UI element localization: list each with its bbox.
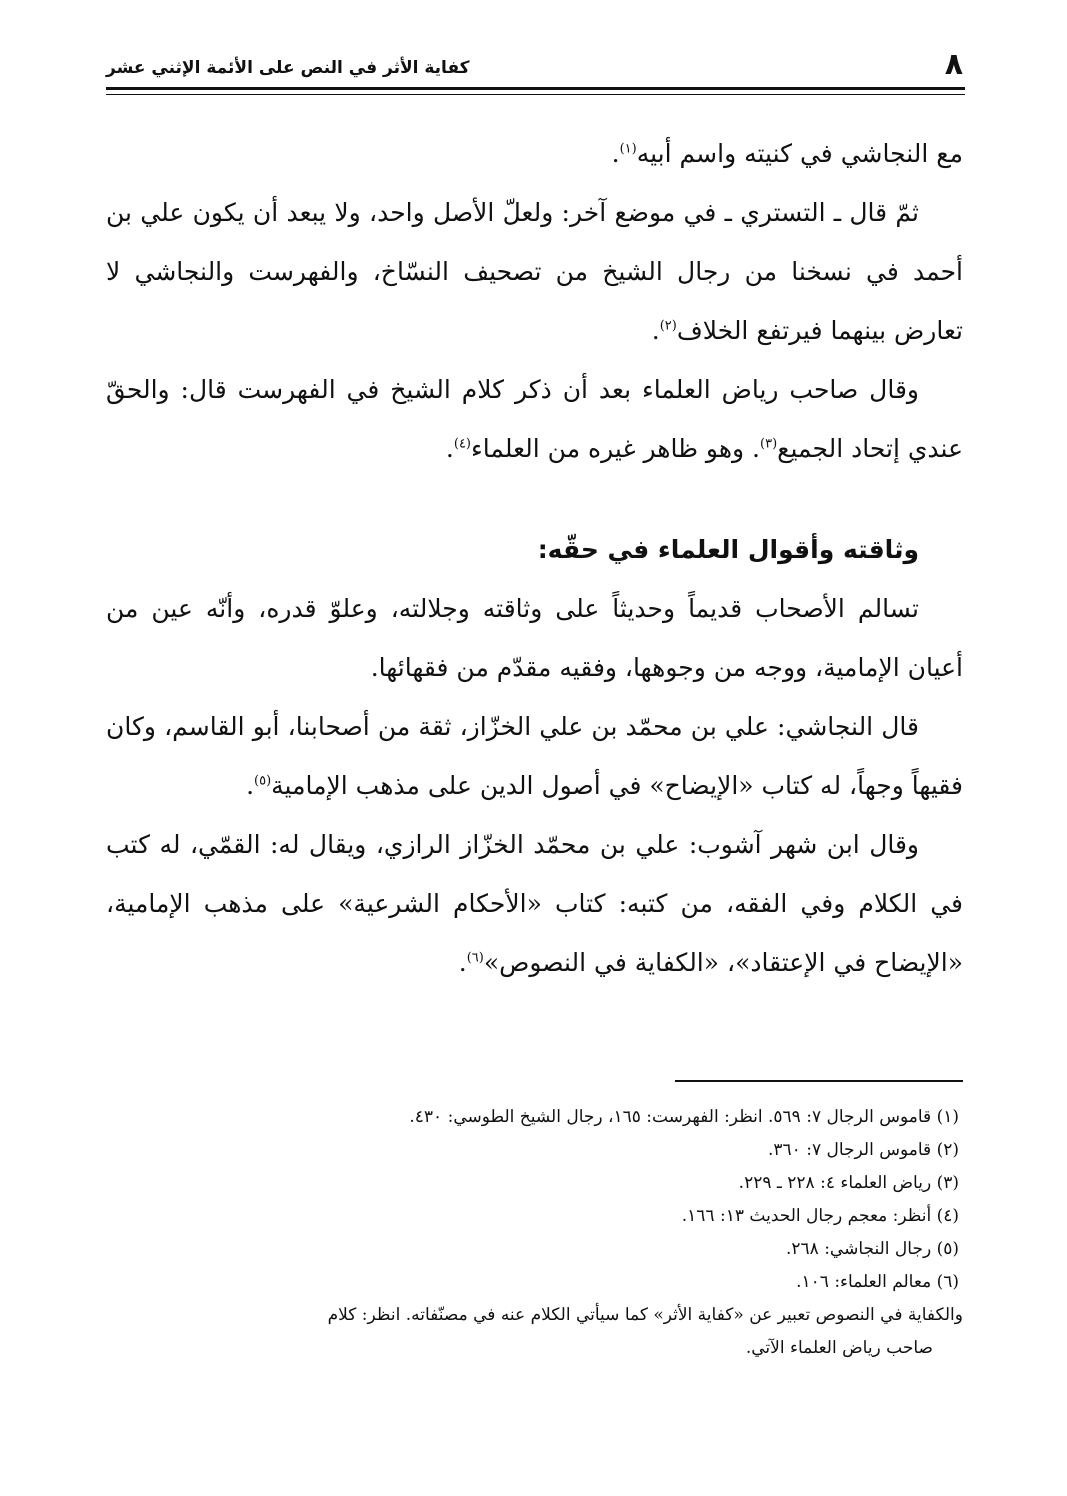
paragraph-4 <box>106 579 963 697</box>
page-number: ٨ <box>944 47 963 82</box>
footnotes <box>106 1101 963 1365</box>
header-rule-thin <box>106 94 965 95</box>
paragraph-3: وقال صاحب رياض العلماء بعد أن ذكر كلام الشيخ في الفهرست قال: والحقّ عندي إتحاد الجميع$^{(٣)}$. وهو ظاهر غيره من العلماء$^{(٤)}$. <box>106 375 963 463</box>
footnote-item: (١) قاموس الرجال ٧: ٥٦٩. انظر: الفهرست: ١٦٥، رجال الشيخ الطوسي: ٤٣٠. <box>409 1107 959 1127</box>
footnote-item: (٤) أنظر: معجم رجال الحديث ١٣: ١٦٦. <box>681 1206 959 1226</box>
footnote-item: (٣) رياض العلماء ٤: ٢٢٨ ـ ٢٢٩. <box>738 1173 959 1193</box>
footnote-item: (٢) قاموس الرجال ٧: ٣٦٠. <box>768 1140 959 1160</box>
paragraph-text: مع النجاشي في كنيته واسم أبيه <box>636 139 963 168</box>
footnote-item: (٦) معالم العلماء: ١٠٦. <box>796 1272 959 1292</box>
footnote-ref-6[interactable]: (٦) <box>466 950 484 966</box>
running-header <box>106 44 965 84</box>
paragraph-text: قال النجاشي: علي بن محمّد بن علي الخزّاز، ثقة من أصحابنا، أبو القاسم، وكان فقيهاً وجهاً، له كتاب «الإيضاح» في أصول الدين على مذهب الإمامية <box>106 712 963 800</box>
footnote-note-continued: صاحب رياض العلماء الآتي. <box>745 1338 933 1358</box>
header-rule-thick <box>106 87 965 90</box>
paragraph-5: قال النجاشي: علي بن محمّد بن علي الخزّاز، ثقة من أصحابنا، أبو القاسم، وكان فقيهاً وجهاً، له كتاب «الإيضاح» في أصول الدين على مذهب الإمامية$^{(٥)}$. <box>106 712 963 800</box>
paragraph-2: ثمّ قال ـ التستري ـ في موضع آخر: ولعلّ الأصل واحد، ولا يبعد أن يكون علي بن أحمد في نسخنا من رجال الشيخ من تصحيف النسّاخ، والفهرست والنجاشي لا تعارض بينهما فيرتفع الخلاف$^{(٢)}$. <box>106 198 963 345</box>
section-spacer <box>106 478 963 520</box>
paragraph-text: ثمّ قال ـ التستري ـ في موضع آخر: ولعلّ الأصل واحد، ولا يبعد أن يكون علي بن أحمد في نسخنا من رجال الشيخ من تصحيف النسّاخ، والفهرست والنجاشي لا تعارض بينهما فيرتفع الخلاف <box>106 198 963 345</box>
paragraph-text: . وهو ظاهر غيره من العلماء <box>471 434 761 463</box>
footnote-ref-2[interactable]: (٢) <box>659 318 677 334</box>
paragraph-1: مع النجاشي في كنيته واسم أبيه$^{(١)}$. <box>611 139 963 168</box>
footnote-separator <box>675 1080 963 1082</box>
section-heading: وثاقته وأقوال العلماء في حقّه: <box>537 535 919 564</box>
book-title: كفاية الأثر في النص على الأئمة الإثني عشر <box>106 58 470 78</box>
footnote-note: والكفاية في النصوص تعبير عن «كفاية الأثر» كما سيأتي الكلام عنه في مصنّفاته. انظر: كلام <box>327 1305 963 1325</box>
footnote-ref-1[interactable]: (١) <box>619 141 637 157</box>
paragraph-text: تسالم الأصحاب قديماً وحديثاً على وثاقته وجلالته، وعلوّ قدره، وأنّه عين من أعيان الإمامية، ووجه من وجوهها، وفقيه مقدّم من فقهائها. <box>106 594 963 682</box>
paragraph-text: وقال صاحب رياض العلماء بعد أن ذكر كلام الشيخ في الفهرست قال: والحقّ عندي إتحاد الجميع <box>106 375 963 463</box>
footnote-ref-3[interactable]: (٣) <box>760 436 778 452</box>
paragraph-6: وقال ابن شهر آشوب: علي بن محمّد الخزّاز الرازي، ويقال له: القمّي، له كتب في الكلام وفي الفقه، من كتبه: كتاب «الأحكام الشرعية» على مذهب الإمامية، «الإيضاح في الإعتقاد»، «الكفاية في النصوص»$^{(٦)}$. <box>106 830 963 977</box>
footnote-item: (٥) رجال النجاشي: ٢٦٨. <box>785 1239 959 1259</box>
footnote-ref-5[interactable]: (٥) <box>254 773 272 789</box>
main-text <box>106 124 963 992</box>
footnote-ref-4[interactable]: (٤) <box>453 436 471 452</box>
paragraph-text: وقال ابن شهر آشوب: علي بن محمّد الخزّاز الرازي، ويقال له: القمّي، له كتب في الكلام وفي الفقه، من كتبه: كتاب «الأحكام الشرعية» على مذهب الإمامية، «الإيضاح في الإعتقاد»، «الكفاية في النصوص» <box>106 830 963 977</box>
